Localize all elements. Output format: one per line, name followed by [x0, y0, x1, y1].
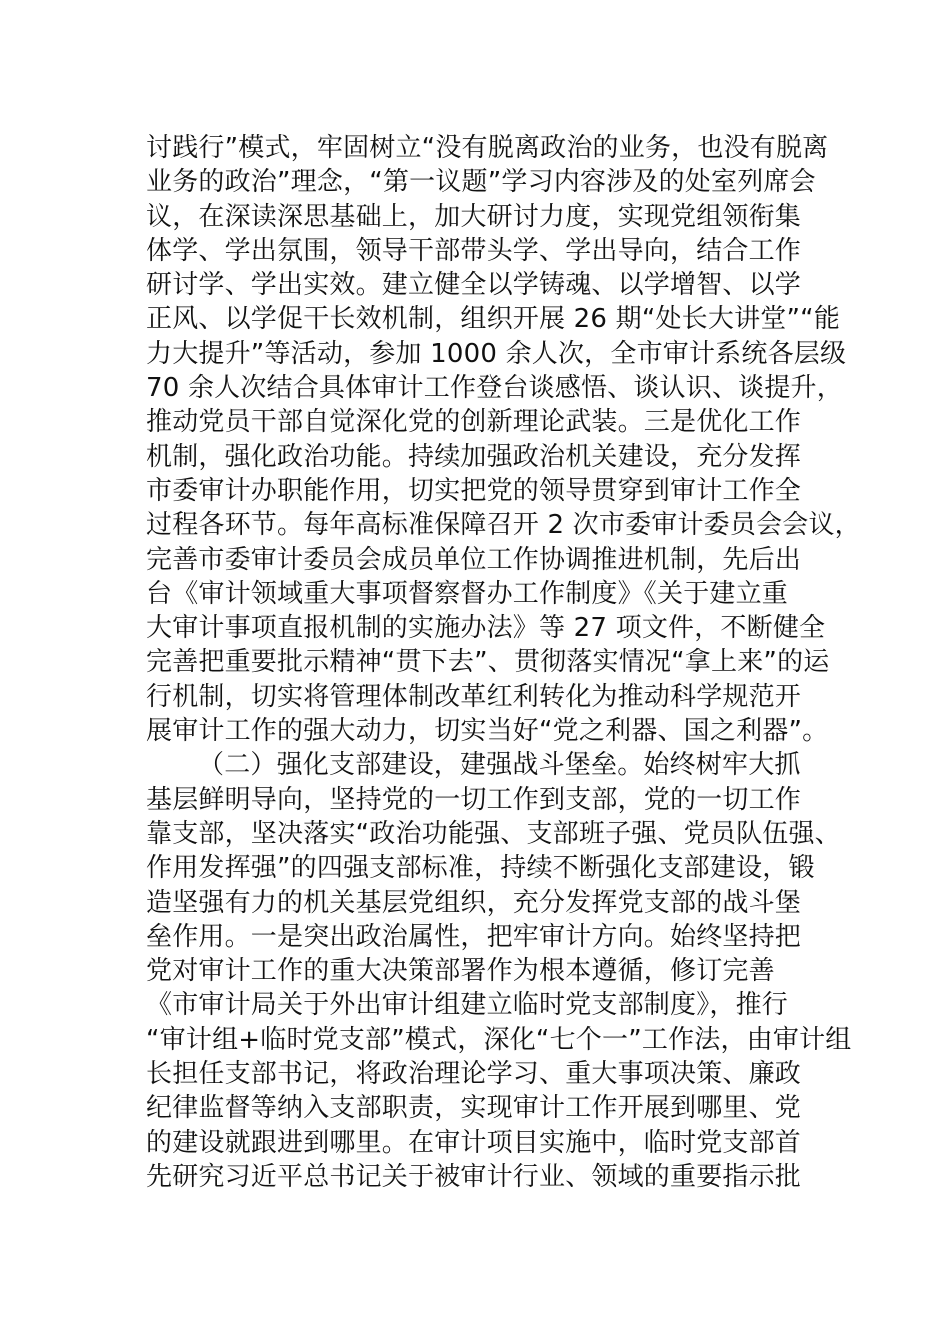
text-line: 《市审计局关于外出审计组建立临时党支部制度》，推行 [146, 990, 789, 1021]
text-line: 党对审计工作的重大决策部署作为根本遵循，修订完善 [146, 956, 775, 987]
text-line: 机制，强化政治功能。持续加强政治机关建设，充分发挥 [146, 441, 802, 472]
text-line: 长担任支部书记，将政治理论学习、重大事项决策、廉政 [146, 1059, 802, 1090]
text-line: 作用发挥强”的四强支部标准，持续不断强化支部建设，锻 [146, 853, 815, 884]
text-line: 展审计工作的强大动力，切实当好“党之利器、国之利器”。 [146, 716, 829, 747]
text-line: 行机制，切实将管理体制改革红利转化为推动科学规范开 [146, 681, 802, 712]
text-line: 业务的政治”理念，“第一议题”学习内容涉及的处室列席会 [146, 167, 816, 198]
text-line: 正风、以学促干长效机制，组织开展 26 期“处长大讲堂”“能 [146, 304, 841, 335]
text-line: 台《审计领域重大事项督察督办工作制度》《关于建立重 [146, 578, 789, 609]
text-line: 靠支部，坚决落实“政治功能强、支部班子强、党员队伍强、 [146, 818, 841, 849]
text-line: 造坚强有力的机关基层党组织，充分发挥党支部的战斗堡 [146, 887, 802, 918]
text-line: 完善把重要批示精神“贯下去”、贯彻落实情况“拿上来”的运 [146, 647, 830, 678]
text-line: “审计组+临时党支部”模式，深化“七个一”工作法，由审计组 [146, 1024, 852, 1055]
text-line: 先研究习近平总书记关于被审计行业、领域的重要指示批 [146, 1161, 802, 1192]
text-line: 体学、学出氛围，领导干部带头学、学出导向，结合工作 [146, 235, 802, 266]
text-line: 垒作用。一是突出政治属性，把牢审计方向。始终坚持把 [146, 921, 802, 952]
body-text [146, 131, 861, 1194]
text-line: 基层鲜明导向，坚持党的一切工作到支部，党的一切工作 [146, 784, 802, 815]
text-line: 完善市委审计委员会成员单位工作协调推进机制，先后出 [146, 544, 802, 575]
text-line: 纪律监督等纳入支部职责，实现审计工作开展到哪里、党 [146, 1093, 802, 1124]
text-line: 议，在深读深思基础上，加大研讨力度，实现党组领衔集 [146, 201, 802, 232]
text-line: 70 余人次结合具体审计工作登台谈感悟、谈认识、谈提升， [146, 373, 843, 404]
text-line: 大审计事项直报机制的实施办法》等 27 项文件，不断健全 [146, 613, 826, 644]
text-line: 过程各环节。每年高标准保障召开 2 次市委审计委员会会议， [146, 510, 861, 541]
text-line: 讨践行”模式，牢固树立“没有脱离政治的业务，也没有脱离 [146, 133, 829, 163]
text-line: 的建设就跟进到哪里。在审计项目实施中，临时党支部首 [146, 1127, 802, 1158]
section-heading-line: （二）强化支部建设，建强战斗堡垒。始终树牢大抓 [198, 750, 801, 781]
text-line: 力大提升”等活动，参加 1000 余人次，全市审计系统各层级 [146, 338, 847, 369]
text-line: 研讨学、学出实效。建立健全以学铸魂、以学增智、以学 [146, 270, 802, 301]
text-line: 推动党员干部自觉深化党的创新理论武装。三是优化工作 [146, 407, 802, 438]
text-line: 市委审计办职能作用，切实把党的领导贯穿到审计工作全 [146, 475, 802, 506]
